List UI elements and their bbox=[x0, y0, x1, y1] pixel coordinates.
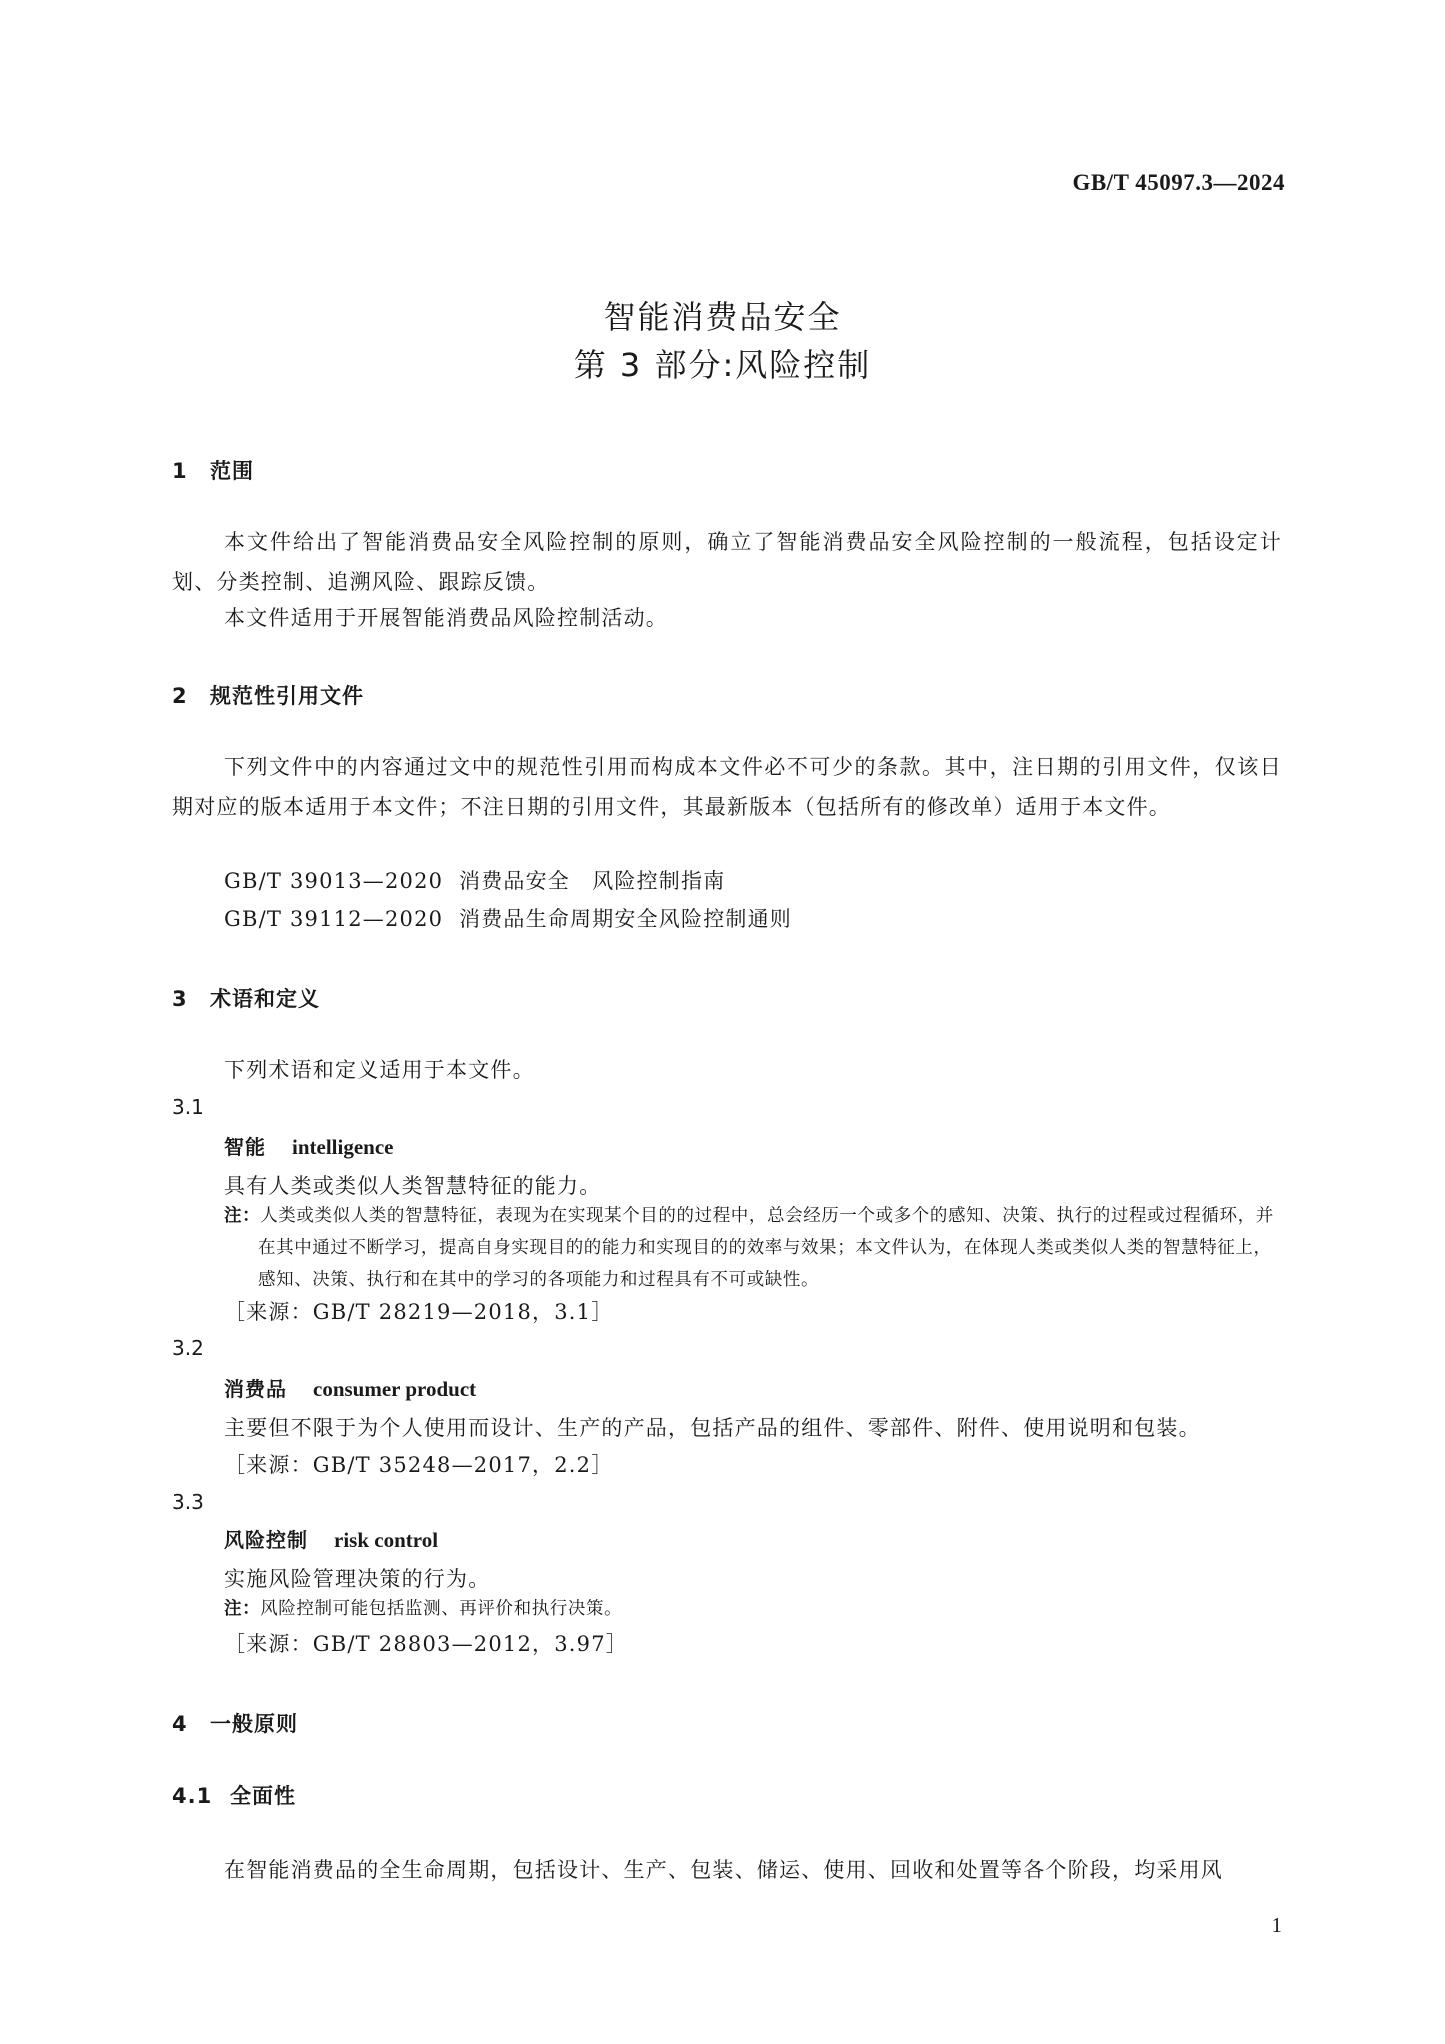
section-1-heading bbox=[172, 455, 254, 485]
section-1-paragraph-1: 本文件给出了智能消费品安全风险控制的原则，确立了智能消费品安全风险控制的一般流程，包括设定计划、分类控制、追溯风险、跟踪反馈。 bbox=[172, 530, 1282, 594]
term-source: ［来源：GB/T 28803—2012，3.97］ bbox=[224, 1632, 628, 1656]
subsection-number: 4.1 bbox=[172, 1784, 213, 1808]
reference-item bbox=[224, 903, 792, 933]
term-zh: 消费品 bbox=[224, 1377, 287, 1401]
section-3-heading bbox=[172, 983, 320, 1013]
section-2-paragraph-1: 下列文件中的内容通过文中的规范性引用而构成本文件必不可少的条款。其中，注日期的引用文件，仅该日期对应的版本适用于本文件；不注日期的引用文件，其最新版本（包括所有的修改单）适用于本文件。 bbox=[172, 755, 1282, 819]
term-heading bbox=[224, 1373, 476, 1402]
note-label: 注： bbox=[224, 1206, 261, 1226]
note-label: 注： bbox=[224, 1599, 261, 1619]
section-title: 术语和定义 bbox=[210, 987, 320, 1011]
subsection-4-1-heading bbox=[172, 1780, 296, 1810]
section-4-paragraph-1: 在智能消费品的全生命周期，包括设计、生产、包装、储运、使用、回收和处置等各个阶段，均采用风 bbox=[224, 1858, 1223, 1882]
section-title: 规范性引用文件 bbox=[210, 684, 364, 708]
section-4-heading bbox=[172, 1708, 298, 1738]
reference-title: 消费品安全 风险控制指南 bbox=[459, 869, 726, 893]
term-heading bbox=[224, 1524, 438, 1553]
section-title: 范围 bbox=[210, 459, 254, 483]
term-definition: 实施风险管理决策的行为。 bbox=[224, 1567, 491, 1591]
term-en: risk control bbox=[334, 1528, 439, 1552]
term-number: 3.1 bbox=[172, 1095, 204, 1119]
term-definition: 具有人类或类似人类智慧特征的能力。 bbox=[224, 1174, 602, 1198]
section-2-heading bbox=[172, 680, 364, 710]
note-text: 风险控制可能包括监测、再评价和执行决策。 bbox=[260, 1599, 623, 1619]
section-number: 1 bbox=[172, 459, 188, 483]
section-1-paragraph-2: 本文件适用于开展智能消费品风险控制活动。 bbox=[224, 606, 668, 630]
term-en: consumer product bbox=[313, 1377, 477, 1401]
section-number: 2 bbox=[172, 684, 188, 708]
title-line-2: 第 3 部分:风险控制 bbox=[573, 346, 872, 384]
term-note bbox=[224, 1200, 1282, 1296]
section-title: 一般原则 bbox=[210, 1712, 298, 1736]
note-text: 人类或类似人类的智慧特征，表现为在实现某个目的的过程中，总会经历一个或多个的感知、决策、执行的过程或过程循环，并在其中通过不断学习，提高自身实现目的的能力和实现目的的效率与效果；本文件认为，在体现人类或类似人类的智慧特征上，感知、决策、执行和在其中的学习的各项能力和过程具有不可或缺性。 bbox=[258, 1206, 1274, 1290]
reference-item bbox=[224, 865, 725, 895]
page-number: 1 bbox=[1271, 1913, 1282, 1937]
term-heading bbox=[224, 1131, 393, 1160]
section-number: 3 bbox=[172, 987, 188, 1011]
section-number: 4 bbox=[172, 1712, 188, 1736]
term-number: 3.2 bbox=[172, 1336, 204, 1360]
reference-code: GB/T 39112—2020 bbox=[224, 907, 444, 931]
term-zh: 风险控制 bbox=[224, 1528, 308, 1552]
title-line-1: 智能消费品安全 bbox=[603, 298, 842, 336]
term-number: 3.3 bbox=[172, 1490, 204, 1514]
term-definition: 主要但不限于为个人使用而设计、生产的产品，包括产品的组件、零部件、附件、使用说明和包装。 bbox=[224, 1416, 1201, 1440]
reference-code: GB/T 39013—2020 bbox=[224, 869, 444, 893]
term-source: ［来源：GB/T 28219—2018，3.1］ bbox=[224, 1300, 614, 1324]
section-3-intro: 下列术语和定义适用于本文件。 bbox=[224, 1058, 535, 1082]
term-zh: 智能 bbox=[224, 1135, 266, 1159]
reference-title: 消费品生命周期安全风险控制通则 bbox=[459, 907, 792, 931]
subsection-title: 全面性 bbox=[230, 1784, 296, 1808]
document-id: GB/T 45097.3—2024 bbox=[1072, 170, 1285, 195]
term-en: intelligence bbox=[292, 1135, 394, 1159]
term-note bbox=[224, 1593, 1282, 1625]
term-source: ［来源：GB/T 35248—2017，2.2］ bbox=[224, 1453, 614, 1477]
